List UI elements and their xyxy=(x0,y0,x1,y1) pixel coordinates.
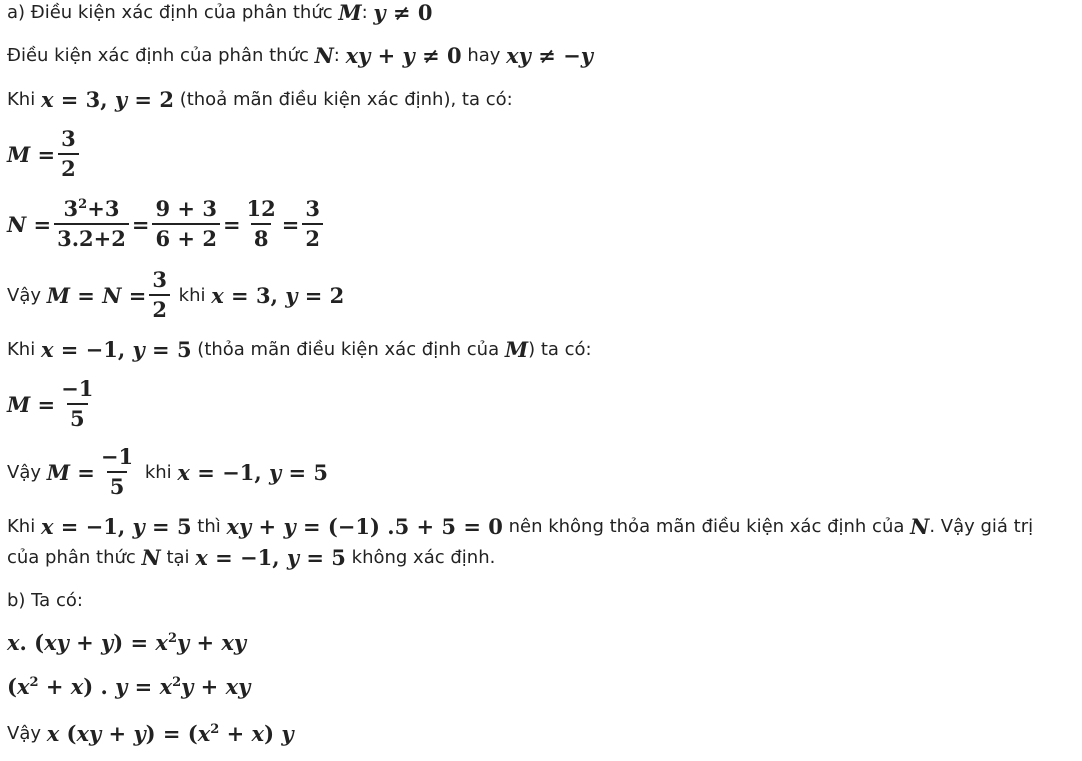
fraction-denominator: 2 xyxy=(58,153,79,181)
text-segment: khi xyxy=(172,284,212,306)
fraction-denominator: 5 xyxy=(107,471,128,499)
math-expression: N = xyxy=(7,211,52,237)
solution-line xyxy=(7,674,250,699)
fraction xyxy=(302,197,323,251)
fraction-denominator: 2 xyxy=(149,294,170,322)
fraction-numerator: 3 xyxy=(61,126,76,151)
text-segment: thì xyxy=(191,516,227,537)
solution-line xyxy=(7,590,83,611)
text-segment: hay xyxy=(461,45,507,66)
text-segment: Khi xyxy=(7,516,41,537)
text-segment: : xyxy=(361,2,374,23)
text-segment: ) ta có: xyxy=(528,339,592,360)
fraction-numerator: −1 xyxy=(100,444,134,469)
math-expression: x. $(xy + y) = x^2y$ + xy xyxy=(7,630,247,655)
fraction-numerator: 12 xyxy=(246,196,276,221)
fraction-numerator: $3^2+3$ xyxy=(63,196,120,221)
text-segment: Vậy xyxy=(7,461,47,483)
math-expression: = xyxy=(131,211,150,237)
fraction xyxy=(54,197,129,251)
text-segment: Điều kiện xác định của phân thức xyxy=(7,45,315,66)
math-expression: N xyxy=(314,43,334,68)
solution-line xyxy=(7,0,432,25)
math-expression: x = −1, y = 5 xyxy=(40,514,192,539)
text-segment: Khi xyxy=(7,339,41,360)
text-segment: Vậy xyxy=(7,284,47,306)
math-expression: x = −1, y = 5 xyxy=(195,545,346,570)
solution-line xyxy=(7,197,326,251)
fraction xyxy=(58,127,79,181)
math-expression: = xyxy=(222,211,241,237)
math-expression: $(x^2 + x)$ . $y = x^2y$ + xy xyxy=(7,674,251,699)
fraction xyxy=(244,197,279,251)
math-expression: N xyxy=(141,545,161,570)
text-segment: : xyxy=(333,45,346,66)
solution-line xyxy=(7,445,328,499)
math-expression: M = xyxy=(7,391,56,417)
text-segment: không xác định. xyxy=(345,547,496,568)
text-segment: nên không thỏa mãn điều kiện xác định của xyxy=(502,516,911,537)
text-segment: (thoả mãn điều kiện xác định), ta có: xyxy=(173,89,513,110)
solution-line xyxy=(7,268,344,322)
math-expression: M = xyxy=(7,141,56,167)
fraction-numerator: 9 + 3 xyxy=(155,196,217,221)
math-expression: x = 3, y = 2 xyxy=(40,87,174,112)
text-segment: của phân thức xyxy=(7,547,142,568)
text-segment: khi xyxy=(139,461,178,483)
text-segment: a) Điều kiện xác định của phân thức xyxy=(7,2,339,23)
fraction xyxy=(152,197,219,251)
math-expression: = xyxy=(281,211,300,237)
fraction-denominator: 3.2+2 xyxy=(54,223,129,251)
solution-line xyxy=(7,87,513,112)
solution-line xyxy=(7,127,82,181)
fraction-denominator: 8 xyxy=(251,223,272,251)
fraction xyxy=(58,377,96,431)
text-segment: (thỏa mãn điều kiện xác định của xyxy=(191,339,505,360)
fraction-numerator: 3 xyxy=(305,196,321,221)
solution-line xyxy=(7,721,294,746)
math-expression: N xyxy=(910,514,930,539)
text-segment: Vậy xyxy=(7,723,47,744)
fraction-numerator: 3 xyxy=(152,267,167,292)
math-expression: xy ≠ −y xyxy=(506,43,593,68)
math-expression: M = N = xyxy=(46,282,147,308)
fraction-denominator: 5 xyxy=(67,403,88,431)
math-expression: x = −1, y = 5 xyxy=(40,337,192,362)
math-expression: x = −1, y = 5 xyxy=(177,459,329,485)
fraction-denominator: 2 xyxy=(302,223,323,251)
text-segment: tại xyxy=(160,547,196,568)
text-segment: Khi xyxy=(7,89,41,110)
math-expression: xy + y ≠ 0 xyxy=(345,43,462,68)
math-expression: y ≠ 0 xyxy=(373,0,433,25)
solution-line xyxy=(7,377,99,431)
solution-line xyxy=(7,43,593,68)
math-expression: x $(xy + y) = (x^2 + x)$ y xyxy=(46,721,294,746)
solution-line xyxy=(7,545,495,570)
solution-line xyxy=(7,630,246,655)
math-expression: M xyxy=(338,0,362,25)
math-expression: M xyxy=(504,337,529,362)
text-segment: b) Ta có: xyxy=(7,590,83,611)
text-segment: . Vậy giá trị xyxy=(929,516,1034,537)
math-expression: M = xyxy=(46,459,95,485)
fraction-numerator: −1 xyxy=(61,376,94,401)
fraction xyxy=(98,445,136,499)
math-expression: x = 3, y = 2 xyxy=(211,282,345,308)
solution-line xyxy=(7,514,1033,539)
fraction xyxy=(149,268,170,322)
solution-line xyxy=(7,337,592,362)
fraction-denominator: 6 + 2 xyxy=(152,223,219,251)
math-expression: xy + y = (−1) .5 + 5 = 0 xyxy=(226,514,503,539)
